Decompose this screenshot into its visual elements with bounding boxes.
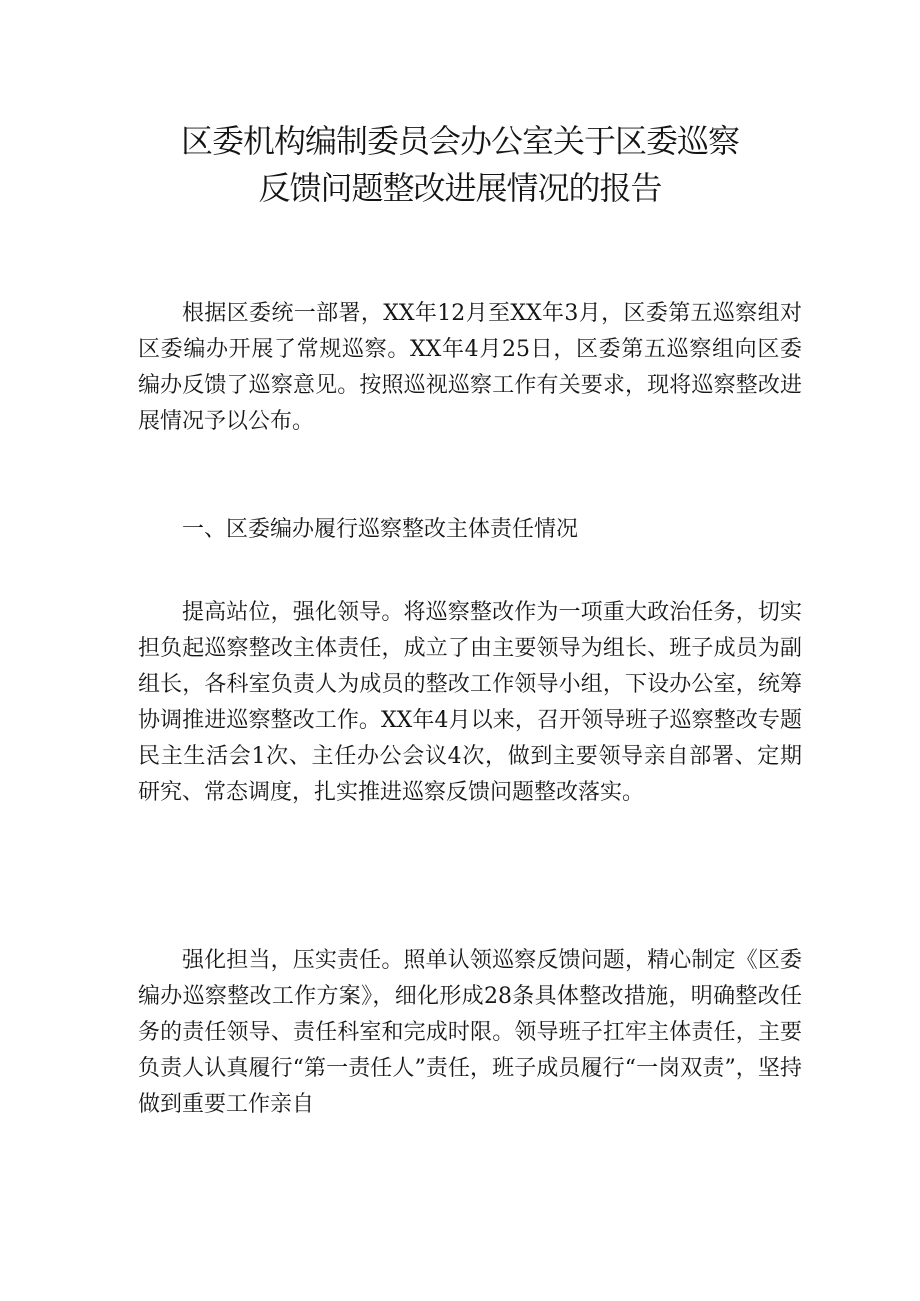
paragraph-raise-position: 提高站位，强化领导。将巡察整改作为一项重大政治任务，切实担负起巡察整改主体责任，成立了由主要领导为组长、班子成员为副组长，各科室负责人为成员的整改工作领导小组，下设办公室，统筹协调推进巡察整改工作。XX年4月以来，召开领导班子巡察整改专题民主生活会1次、主任办公会议4次，做到主要领导亲自部署、定期研究、常态调度，扎实推进巡察反馈问题整改落实。 xyxy=(138,600,802,805)
paragraph-strengthen-responsibility: 强化担当，压实责任。照单认领巡察反馈问题，精心制定《区委编办巡察整改工作方案》，细化形成28条具体整改措施，明确整改任务的责任领导、责任科室和完成时限。领导班子扛牢主体责任，主要负责人认真履行“第一责任人”责任，班子成员履行“一岗双责”，坚持做到重要工作亲自 xyxy=(138,948,802,1117)
section-heading-1: 一、区委编办履行巡察整改主体责任情况 xyxy=(182,517,579,542)
document-title-line-1: 区委机构编制委员会办公室关于区委巡察 xyxy=(180,122,739,160)
paragraph-intro: 根据区委统一部署，XX年12月至XX年3月，区委第五巡察组对区委编办开展了常规巡察。XX年4月25日，区委第五巡察组向区委编办反馈了巡察意见。按照巡视巡察工作有关要求，现将巡察整改进展情况予以公布。 xyxy=(138,301,802,434)
document-title-line-2: 反馈问题整改进展情况的报告 xyxy=(258,169,662,207)
